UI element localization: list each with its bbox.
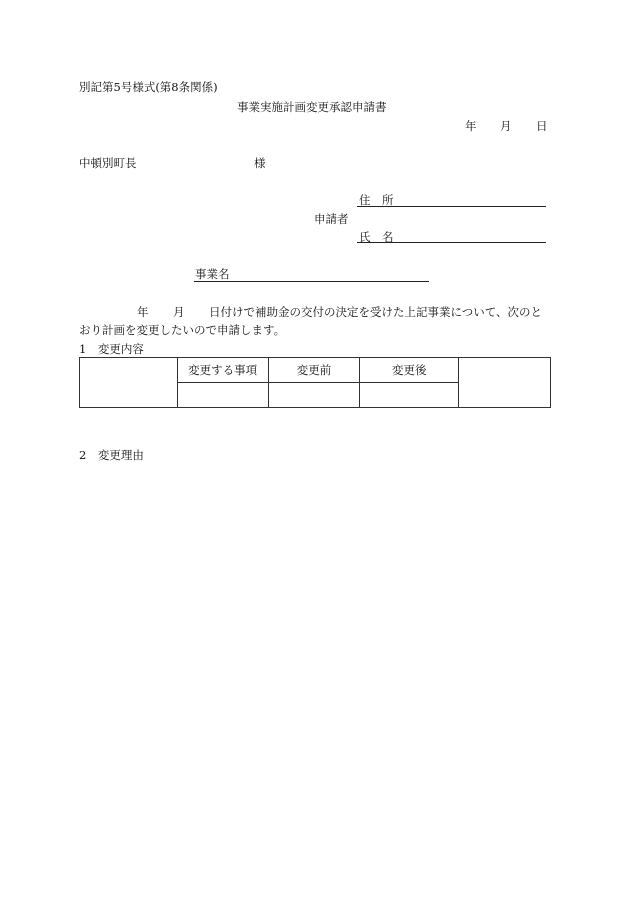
addressee-honorific: 様: [254, 156, 266, 170]
name-underline: [357, 242, 546, 243]
cell-item: [177, 383, 268, 408]
name-label: 氏 名: [359, 230, 394, 244]
date-year: 年: [465, 119, 477, 133]
form-header: 別記第5号様式(第8条関係): [79, 80, 218, 94]
cell-before: [268, 383, 360, 408]
table-left-cell: [80, 358, 178, 408]
section1-heading: 1 変更内容: [79, 342, 144, 356]
body-year: 年: [137, 305, 149, 319]
header-before: 変更前: [268, 358, 360, 383]
address-underline: [357, 206, 546, 207]
applicant-label: 申請者: [314, 212, 349, 226]
document-title: 事業実施計画変更承認申請書: [237, 100, 387, 114]
body-month: 月: [173, 305, 185, 319]
project-name-label: 事業名: [195, 267, 230, 281]
table-right-cell: [459, 358, 551, 408]
date-day: 日: [536, 119, 548, 133]
project-name-underline: [194, 281, 429, 282]
body-line1: 日付けで補助金の交付の決定を受けた上記事業について、次のと: [209, 305, 543, 319]
section2-heading: 2 変更理由: [79, 448, 144, 462]
body-line2: おり計画を変更したいので申請します。: [79, 323, 286, 337]
change-table: [79, 357, 551, 408]
header-after: 変更後: [360, 358, 459, 383]
date-month: 月: [500, 119, 512, 133]
header-item: 変更する事項: [177, 358, 268, 383]
address-label: 住 所: [359, 193, 394, 207]
addressee-name: 中頓別町長: [79, 156, 137, 170]
cell-after: [360, 383, 459, 408]
